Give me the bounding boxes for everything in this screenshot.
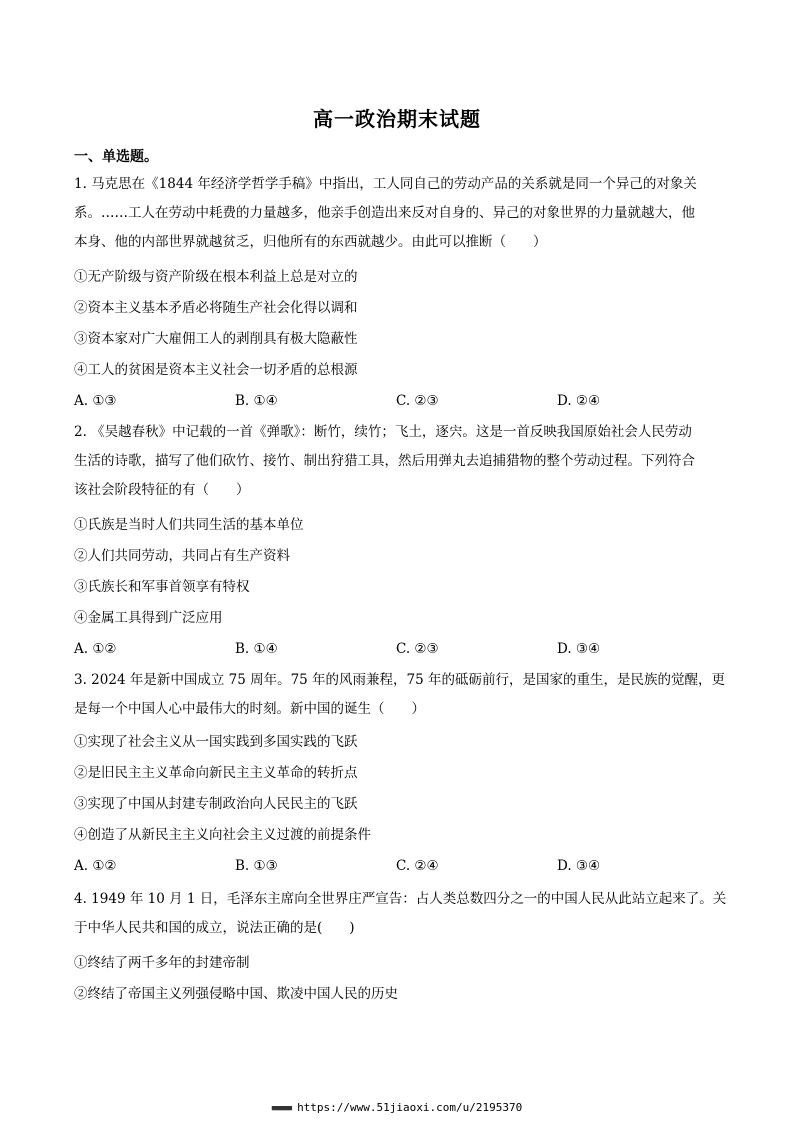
question-2-stem [74, 418, 724, 505]
statement-option: ①实现了社会主义从一国实践到多国实践的飞跃 [74, 734, 358, 750]
choice-b: B. ①③ [235, 858, 278, 874]
choice-c: C. ②③ [396, 641, 439, 657]
statement-option: ②终结了帝国主义列强侵略中国、欺凌中国人民的历史 [74, 986, 398, 1002]
statement-option: ①无产阶级与资产阶级在根本利益上总是对立的 [74, 269, 358, 285]
statement-option: ②资本主义基本矛盾必将随生产社会化得以调和 [74, 300, 358, 316]
statement-option: ③实现了中国从封建专制政治向人民民主的飞跃 [74, 796, 358, 812]
choice-c: C. ②③ [396, 393, 439, 409]
choice-d: D. ③④ [557, 858, 601, 874]
statement-option: ④金属工具得到广泛应用 [74, 610, 223, 626]
choice-b: B. ①④ [235, 641, 278, 657]
footer [0, 1101, 794, 1114]
choice-d: D. ③④ [557, 641, 601, 657]
question-text-line: 4. 1949 年 10 月 1 日，毛泽东主席向全世界庄严宣告：占人类总数四分之一的中国人民从此站立起来了。关 [74, 891, 727, 907]
choice-a: A. ①③ [74, 393, 117, 409]
question-text-line: 系。……工人在劳动中耗费的力量越多，他亲手创造出来反对自身的、异己的对象世界的力量就越大，他 [74, 205, 695, 221]
statement-option: ②是旧民主主义革命向新民主主义革命的转折点 [74, 765, 358, 781]
choice-a: A. ①② [74, 858, 117, 874]
question-text-line: 1. 马克思在《1844 年经济学哲学手稿》中指出，工人同自己的劳动产品的关系就是同一个异己的对象关 [74, 176, 697, 192]
answer-choices [74, 852, 724, 881]
statement-option: ③资本家对广大雇佣工人的剥削具有极大隐蔽性 [74, 331, 358, 347]
question-text-line: 是每一个中国人心中最伟大的时刻。新中国的诞生（ ） [74, 701, 425, 717]
statement-option: ②人们共同劳动，共同占有生产资料 [74, 548, 290, 564]
question-text-line: 2. 《吴越春秋》中记载的一首《弹歌》：断竹，续竹；飞土，逐宍。这是一首反映我国原始社会人民劳动 [74, 424, 692, 440]
choice-b: B. ①④ [235, 393, 278, 409]
site-logo-icon: ■■■■■■ [271, 1104, 292, 1112]
question-text-line: 生活的诗歌，描写了他们砍竹、接竹、制出狩猎工具，然后用弹丸去追捕猎物的整个劳动过程。下列符合 [74, 453, 695, 469]
question-1-stem [74, 170, 724, 257]
page-title: 高一政治期末试题 [313, 107, 481, 131]
answer-choices [74, 635, 724, 664]
question-text-line: 该社会阶段特征的有（ ） [74, 482, 250, 498]
statement-option: ③氏族长和军事首领享有特权 [74, 579, 250, 595]
choice-d: D. ②④ [557, 393, 601, 409]
question-text-line: 于中华人民共和国的成立，说法正确的是( ) [74, 920, 355, 936]
question-text-line: 3. 2024 年是新中国成立 75 周年。75 年的风雨兼程，75 年的砥砺前行，是国家的重生，是民族的觉醒，更 [74, 672, 726, 688]
choice-c: C. ②④ [396, 858, 439, 874]
question-4-stem [74, 885, 727, 943]
question-3-stem [74, 666, 724, 724]
choice-a: A. ①② [74, 641, 117, 657]
statement-option: ①氏族是当时人们共同生活的基本单位 [74, 517, 304, 533]
statement-option: ④创造了从新民主主义向社会主义过渡的前提条件 [74, 827, 371, 843]
footer-link[interactable]: https://www.51jiaoxi.com/u/2195370 [297, 1101, 523, 1114]
answer-choices [74, 387, 724, 416]
section-heading: 一、单选题。 [74, 149, 158, 165]
statement-option: ①终结了两千多年的封建帝制 [74, 955, 250, 971]
statement-option: ④工人的贫困是资本主义社会一切矛盾的总根源 [74, 362, 358, 378]
question-text-line: 本身、他的内部世界就越贫乏，归他所有的东西就越少。由此可以推断（ ） [74, 234, 547, 250]
